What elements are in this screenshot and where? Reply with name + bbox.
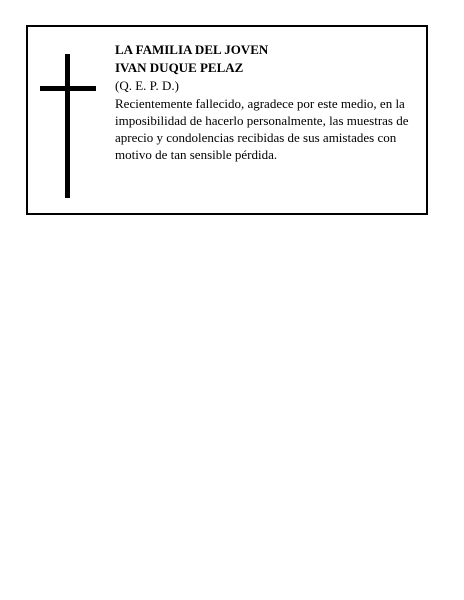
heading-family: LA FAMILIA DEL JOVEN [115, 42, 269, 57]
cross-horizontal-bar [40, 86, 96, 91]
cross-vertical-bar [65, 54, 70, 198]
notice-text [115, 41, 425, 163]
heading-deceased-name: IVAN DUQUE PELAZ [115, 60, 244, 75]
obituary-notice [26, 25, 428, 215]
notice-body: Recientemente fallecido, agradece por este medio, en la imposibilidad de hacerlo personalmente, las muestras de aprecio y condolencias recibidas de sus amistades con motivo de tan sensible pérdida. [115, 96, 409, 162]
cross-icon [40, 54, 96, 198]
qepd-label: (Q. E. P. D.) [115, 78, 179, 93]
